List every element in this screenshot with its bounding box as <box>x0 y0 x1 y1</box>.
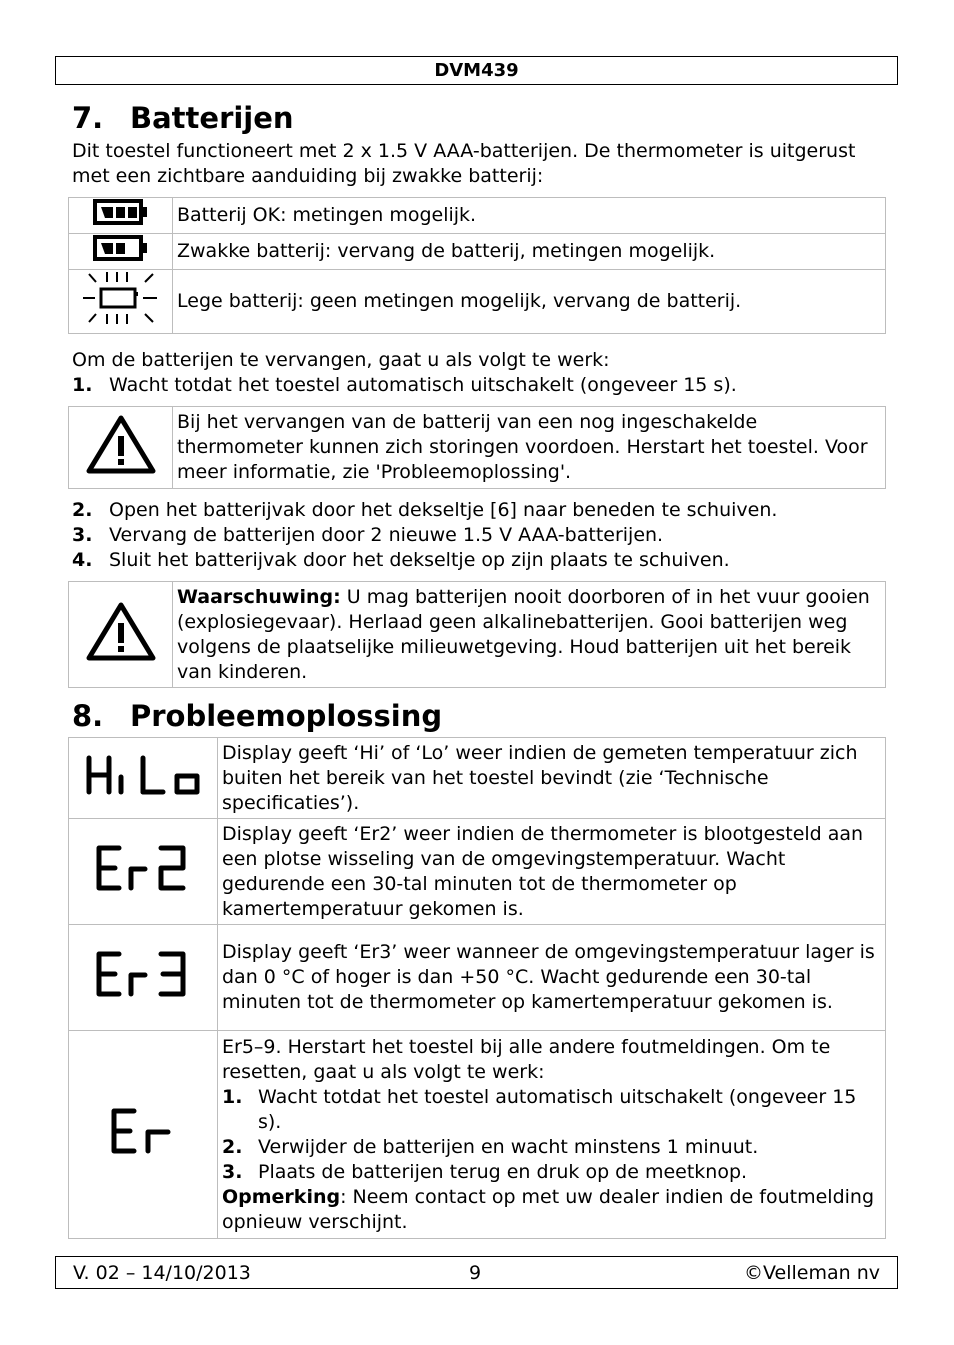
step-text: Wacht totdat het toestel automatisch uitschakelt (ongeveer 15 s). <box>258 1085 857 1133</box>
troubleshooting-text <box>218 1031 886 1239</box>
caution-note-box <box>68 406 886 489</box>
step-text: Wacht totdat het toestel automatisch uitschakelt (ongeveer 15 s). <box>109 374 737 396</box>
section-title: Batterijen <box>130 101 294 135</box>
troubleshooting-text: Display geeft ‘Hi’ of ‘Lo’ weer indien de gemeten temperatuur zich buiten het bereik van het toestel bevindt (zie ‘Technische specificaties’). <box>218 738 886 819</box>
step-text: Open het batterijvak door het dekseltje [6] naar beneden te schuiven. <box>109 499 778 521</box>
model-label: DVM439 <box>434 60 519 81</box>
troubleshooting-text: Display geeft ‘Er3’ weer wanneer de omgevingstemperatuur lager is dan 0 °C of hoger is dan +50 °C. Wacht gedurende een 30-tal minuten tot de thermometer op kamertemperatuur gekomen is. <box>218 925 886 1031</box>
note-label: Opmerking <box>222 1185 341 1208</box>
reset-step <box>222 1135 881 1160</box>
warning-text <box>173 582 886 688</box>
step-number: 4. <box>72 549 93 571</box>
battery-row <box>69 270 886 334</box>
warning-box <box>68 581 886 688</box>
warning-label: Waarschuwing: <box>177 585 341 608</box>
section-number: 7. <box>72 101 104 135</box>
battery-empty-blinking-icon <box>69 270 173 334</box>
battery-row <box>69 198 886 234</box>
warning-body: U mag batterijen nooit doorboren of in het vuur gooien (explosiegevaar). Herlaad geen alkalinebatterijen. Gooi batterijen weg volgens de plaatselijke milieuwetgeving. Houd batterijen uit het bereik van kinderen. <box>177 585 870 683</box>
reset-step <box>222 1160 881 1185</box>
step-4 <box>72 548 887 573</box>
er2-display-icon <box>69 819 218 925</box>
battery-row-text: Batterij OK: metingen mogelijk. <box>173 198 886 234</box>
section-7-heading <box>72 101 294 135</box>
step-3 <box>72 523 887 548</box>
battery-low-icon <box>69 234 173 270</box>
troubleshooting-row <box>69 1031 886 1239</box>
reset-note <box>222 1185 881 1235</box>
troubleshooting-table <box>68 737 886 1239</box>
battery-row-text: Lege batterij: geen metingen mogelijk, vervang de batterij. <box>173 270 886 334</box>
caution-note-text: Bij het vervangen van de batterij van een nog ingeschakelde thermometer kunnen zich storingen voordoen. Herstart het toestel. Voor meer informatie, zie 'Probleemoplossing'. <box>173 407 886 489</box>
warning-triangle-icon <box>69 582 173 688</box>
battery-indicator-table <box>68 197 886 334</box>
battery-full-icon <box>69 198 173 234</box>
step-number: 3. <box>222 1160 243 1183</box>
note-text: : Neem contact op met uw dealer indien de foutmelding opnieuw verschijnt. <box>222 1185 875 1233</box>
step-text: Plaats de batterijen terug en druk op de meetknop. <box>258 1160 748 1183</box>
battery-row-text: Zwakke batterij: vervang de batterij, metingen mogelijk. <box>173 234 886 270</box>
step-number: 3. <box>72 524 93 546</box>
copyright-label: ©Velleman nv <box>744 1262 880 1284</box>
troubleshooting-row <box>69 738 886 819</box>
er3-display-icon <box>69 925 218 1031</box>
version-label: V. 02 – 14/10/2013 <box>73 1262 251 1284</box>
step-number: 2. <box>222 1135 243 1158</box>
step-text: Verwijder de batterijen en wacht minstens 1 minuut. <box>258 1135 759 1158</box>
warning-triangle-icon <box>69 407 173 489</box>
page-header <box>55 56 898 85</box>
section-8-heading <box>72 699 442 733</box>
page-number: 9 <box>469 1262 482 1284</box>
page-footer <box>55 1256 898 1289</box>
step-number: 2. <box>72 499 93 521</box>
troubleshooting-row <box>69 819 886 925</box>
section-title: Probleemoplossing <box>130 699 443 733</box>
reset-step <box>222 1085 881 1135</box>
battery-row <box>69 234 886 270</box>
troubleshooting-row <box>69 925 886 1031</box>
reset-intro: Er5–9. Herstart het toestel bij alle andere foutmeldingen. Om te resetten, gaat u als volgt te werk: <box>222 1035 831 1083</box>
hi-lo-display-icon <box>69 738 218 819</box>
replace-intro: Om de batterijen te vervangen, gaat u als volgt te werk: <box>72 349 610 371</box>
step-number: 1. <box>72 374 93 396</box>
step-text: Sluit het batterijvak door het dekseltje op zijn plaats te schuiven. <box>109 549 730 571</box>
section-number: 8. <box>72 699 104 733</box>
er-display-icon <box>69 1031 218 1239</box>
step-1 <box>72 373 887 398</box>
step-number: 1. <box>222 1085 243 1108</box>
battery-intro: Dit toestel functioneert met 2 x 1.5 V AAA-batterijen. De thermometer is uitgerust met een zichtbare aanduiding bij zwakke batterij: <box>72 140 856 187</box>
step-text: Vervang de batterijen door 2 nieuwe 1.5 V AAA-batterijen. <box>109 524 664 546</box>
troubleshooting-text: Display geeft ‘Er2’ weer indien de thermometer is blootgesteld aan een plotse wisseling van de omgevingstemperatuur. Wacht gedurende een 30-tal minuten tot de thermometer op kamertemperatuur gekomen is. <box>218 819 886 925</box>
step-2 <box>72 498 887 523</box>
